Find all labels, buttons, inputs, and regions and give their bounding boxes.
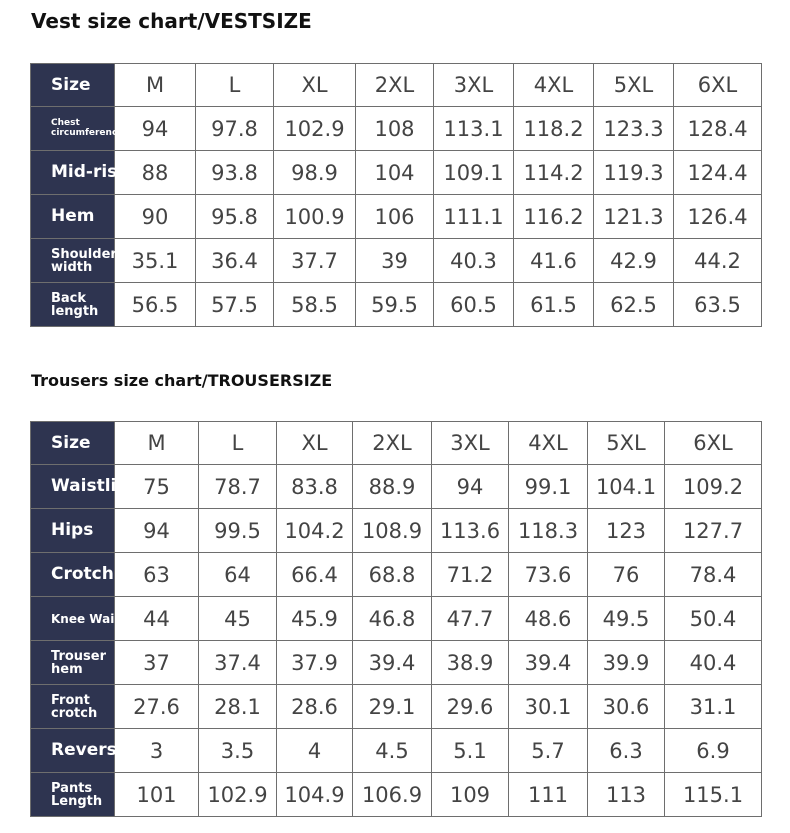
- measurement-label-line1: Front: [51, 692, 90, 708]
- measurement-row: [31, 729, 762, 773]
- measurement-value: 37.7: [274, 239, 356, 283]
- measurement-value: 90: [115, 195, 196, 239]
- measurement-label: [31, 553, 115, 597]
- size-header-cell: 3XL: [434, 64, 514, 107]
- measurement-value: 39.4: [353, 641, 432, 685]
- measurement-value: 31.1: [665, 685, 762, 729]
- measurement-value: 37: [115, 641, 199, 685]
- size-header-cell: 4XL: [509, 422, 588, 465]
- size-header-cell: XL: [274, 64, 356, 107]
- measurement-value: 35.1: [115, 239, 196, 283]
- measurement-value: 106: [356, 195, 434, 239]
- measurement-value: 4.5: [353, 729, 432, 773]
- size-header-row: [31, 64, 762, 107]
- measurement-value: 68.8: [353, 553, 432, 597]
- measurement-value: 99.1: [509, 465, 588, 509]
- size-header-cell: 2XL: [353, 422, 432, 465]
- measurement-value: 30.6: [588, 685, 665, 729]
- measurement-value: 123: [588, 509, 665, 553]
- measurement-value: 78.7: [199, 465, 277, 509]
- measurement-row: [31, 685, 762, 729]
- measurement-value: 113.6: [432, 509, 509, 553]
- measurement-value: 111: [509, 773, 588, 817]
- measurement-value: 28.6: [277, 685, 353, 729]
- measurement-value: 62.5: [594, 283, 674, 327]
- measurement-label-line1: Knee Wai: [51, 611, 115, 626]
- measurement-value: 3.5: [199, 729, 277, 773]
- measurement-value: 37.9: [277, 641, 353, 685]
- measurement-value: 39.4: [509, 641, 588, 685]
- measurement-value: 63.5: [674, 283, 762, 327]
- measurement-value: 118.2: [514, 107, 594, 151]
- measurement-label: [31, 641, 115, 685]
- measurement-value: 101: [115, 773, 199, 817]
- measurement-value: 94: [115, 107, 196, 151]
- measurement-value: 104: [356, 151, 434, 195]
- measurement-value: 126.4: [674, 195, 762, 239]
- measurement-label: [31, 107, 124, 151]
- size-header-cell: 6XL: [674, 64, 762, 107]
- measurement-value: 40.4: [665, 641, 762, 685]
- measurement-label-line1: Waistline: [51, 476, 140, 496]
- measurement-value: 124.4: [674, 151, 762, 195]
- measurement-value: 61.5: [514, 283, 594, 327]
- measurement-value: 76: [588, 553, 665, 597]
- measurement-value: 94: [432, 465, 509, 509]
- measurement-value: 38.9: [432, 641, 509, 685]
- measurement-value: 99.5: [199, 509, 277, 553]
- measurement-label-line2: length: [51, 303, 99, 319]
- measurement-value: 95.8: [196, 195, 274, 239]
- measurement-value: 113.1: [434, 107, 514, 151]
- measurement-row: [31, 283, 762, 327]
- measurement-row: [31, 641, 762, 685]
- measurement-value: 39.9: [588, 641, 665, 685]
- measurement-label-line1: Crotch: [51, 564, 114, 584]
- measurement-row: [31, 195, 762, 239]
- trousers-size-table: [30, 421, 762, 817]
- measurement-value: 88.9: [353, 465, 432, 509]
- size-header-cell: 3XL: [432, 422, 509, 465]
- vest-size-table: [30, 63, 762, 327]
- measurement-value: 108: [356, 107, 434, 151]
- measurement-value: 104.9: [277, 773, 353, 817]
- measurement-value: 40.3: [434, 239, 514, 283]
- measurement-value: 115.1: [665, 773, 762, 817]
- measurement-row: [31, 773, 762, 817]
- measurement-value: 6.9: [665, 729, 762, 773]
- measurement-value: 109: [432, 773, 509, 817]
- measurement-label: [31, 685, 115, 729]
- measurement-label-line2: hem: [51, 661, 83, 677]
- size-header-cell: L: [196, 64, 274, 107]
- measurement-value: 41.6: [514, 239, 594, 283]
- measurement-value: 50.4: [665, 597, 762, 641]
- measurement-row: [31, 239, 762, 283]
- measurement-label: [31, 509, 115, 553]
- measurement-value: 102.9: [274, 107, 356, 151]
- size-header-cell: L: [199, 422, 277, 465]
- measurement-label: [31, 195, 115, 239]
- size-header-cell: 5XL: [588, 422, 665, 465]
- measurement-label: [31, 729, 129, 773]
- measurement-value: 97.8: [196, 107, 274, 151]
- measurement-value: 44: [115, 597, 199, 641]
- measurement-value: 88: [115, 151, 196, 195]
- measurement-value: 119.3: [594, 151, 674, 195]
- measurement-label-line1: Hem: [51, 206, 95, 226]
- size-label: Size: [31, 64, 115, 107]
- measurement-row: [31, 151, 762, 195]
- measurement-value: 102.9: [199, 773, 277, 817]
- measurement-value: 5.1: [432, 729, 509, 773]
- measurement-value: 109.1: [434, 151, 514, 195]
- size-header-cell: 6XL: [665, 422, 762, 465]
- measurement-label-line2: width: [51, 259, 93, 275]
- measurement-label: [31, 283, 115, 327]
- measurement-value: 47.7: [432, 597, 509, 641]
- measurement-value: 29.6: [432, 685, 509, 729]
- measurement-value: 27.6: [115, 685, 199, 729]
- measurement-value: 29.1: [353, 685, 432, 729]
- measurement-row: [31, 107, 762, 151]
- measurement-value: 71.2: [432, 553, 509, 597]
- measurement-value: 28.1: [199, 685, 277, 729]
- measurement-value: 113: [588, 773, 665, 817]
- size-label: Size: [31, 422, 115, 465]
- measurement-label: [31, 151, 129, 195]
- measurement-value: 123.3: [594, 107, 674, 151]
- measurement-label-line2: circumference: [51, 127, 124, 138]
- measurement-value: 104.2: [277, 509, 353, 553]
- measurement-value: 64: [199, 553, 277, 597]
- size-header-cell: M: [115, 422, 199, 465]
- measurement-label-line2: crotch: [51, 705, 98, 721]
- measurement-value: 94: [115, 509, 199, 553]
- vest-chart-title: Vest size chart/VESTSIZE: [31, 9, 312, 33]
- measurement-value: 30.1: [509, 685, 588, 729]
- measurement-value: 49.5: [588, 597, 665, 641]
- trousers-chart-title: Trousers size chart/TROUSERSIZE: [31, 371, 333, 390]
- measurement-value: 121.3: [594, 195, 674, 239]
- measurement-label-line1: Mid-rise: [51, 162, 129, 182]
- measurement-label-line1: Chest: [51, 118, 80, 129]
- measurement-value: 104.1: [588, 465, 665, 509]
- measurement-value: 58.5: [274, 283, 356, 327]
- measurement-value: 36.4: [196, 239, 274, 283]
- measurement-value: 118.3: [509, 509, 588, 553]
- measurement-label-line1: Reverse: [51, 740, 129, 760]
- measurement-label-line1: Shoulder: [51, 246, 117, 262]
- measurement-value: 98.9: [274, 151, 356, 195]
- measurement-value: 128.4: [674, 107, 762, 151]
- measurement-row: [31, 509, 762, 553]
- measurement-row: [31, 465, 762, 509]
- measurement-label-line1: Pants: [51, 780, 93, 796]
- size-header-cell: 4XL: [514, 64, 594, 107]
- measurement-value: 114.2: [514, 151, 594, 195]
- measurement-value: 42.9: [594, 239, 674, 283]
- measurement-label-line2: Length: [51, 793, 103, 809]
- measurement-value: 48.6: [509, 597, 588, 641]
- size-header-cell: M: [115, 64, 196, 107]
- size-header-cell: XL: [277, 422, 353, 465]
- measurement-value: 108.9: [353, 509, 432, 553]
- measurement-value: 73.6: [509, 553, 588, 597]
- measurement-value: 5.7: [509, 729, 588, 773]
- measurement-value: 3: [115, 729, 199, 773]
- measurement-label: [31, 597, 115, 641]
- measurement-label: [31, 239, 115, 283]
- measurement-label-line1: Back: [51, 290, 87, 306]
- measurement-value: 78.4: [665, 553, 762, 597]
- measurement-label-line1: Trouser: [51, 648, 107, 664]
- measurement-value: 44.2: [674, 239, 762, 283]
- measurement-value: 66.4: [277, 553, 353, 597]
- measurement-value: 83.8: [277, 465, 353, 509]
- measurement-value: 45: [199, 597, 277, 641]
- measurement-value: 59.5: [356, 283, 434, 327]
- measurement-value: 93.8: [196, 151, 274, 195]
- measurement-row: [31, 553, 762, 597]
- measurement-value: 6.3: [588, 729, 665, 773]
- measurement-value: 109.2: [665, 465, 762, 509]
- measurement-value: 57.5: [196, 283, 274, 327]
- measurement-value: 60.5: [434, 283, 514, 327]
- measurement-value: 63: [115, 553, 199, 597]
- measurement-value: 37.4: [199, 641, 277, 685]
- measurement-value: 46.8: [353, 597, 432, 641]
- measurement-label-line1: Hips: [51, 520, 94, 540]
- size-header-row: [31, 422, 762, 465]
- measurement-value: 39: [356, 239, 434, 283]
- measurement-label: [31, 465, 140, 509]
- measurement-value: 4: [277, 729, 353, 773]
- size-header-cell: 5XL: [594, 64, 674, 107]
- measurement-value: 45.9: [277, 597, 353, 641]
- measurement-value: 56.5: [115, 283, 196, 327]
- measurement-value: 75: [115, 465, 199, 509]
- size-header-cell: 2XL: [356, 64, 434, 107]
- measurement-value: 116.2: [514, 195, 594, 239]
- measurement-row: [31, 597, 762, 641]
- measurement-value: 106.9: [353, 773, 432, 817]
- measurement-value: 127.7: [665, 509, 762, 553]
- measurement-value: 100.9: [274, 195, 356, 239]
- measurement-label: [31, 773, 115, 817]
- measurement-value: 111.1: [434, 195, 514, 239]
